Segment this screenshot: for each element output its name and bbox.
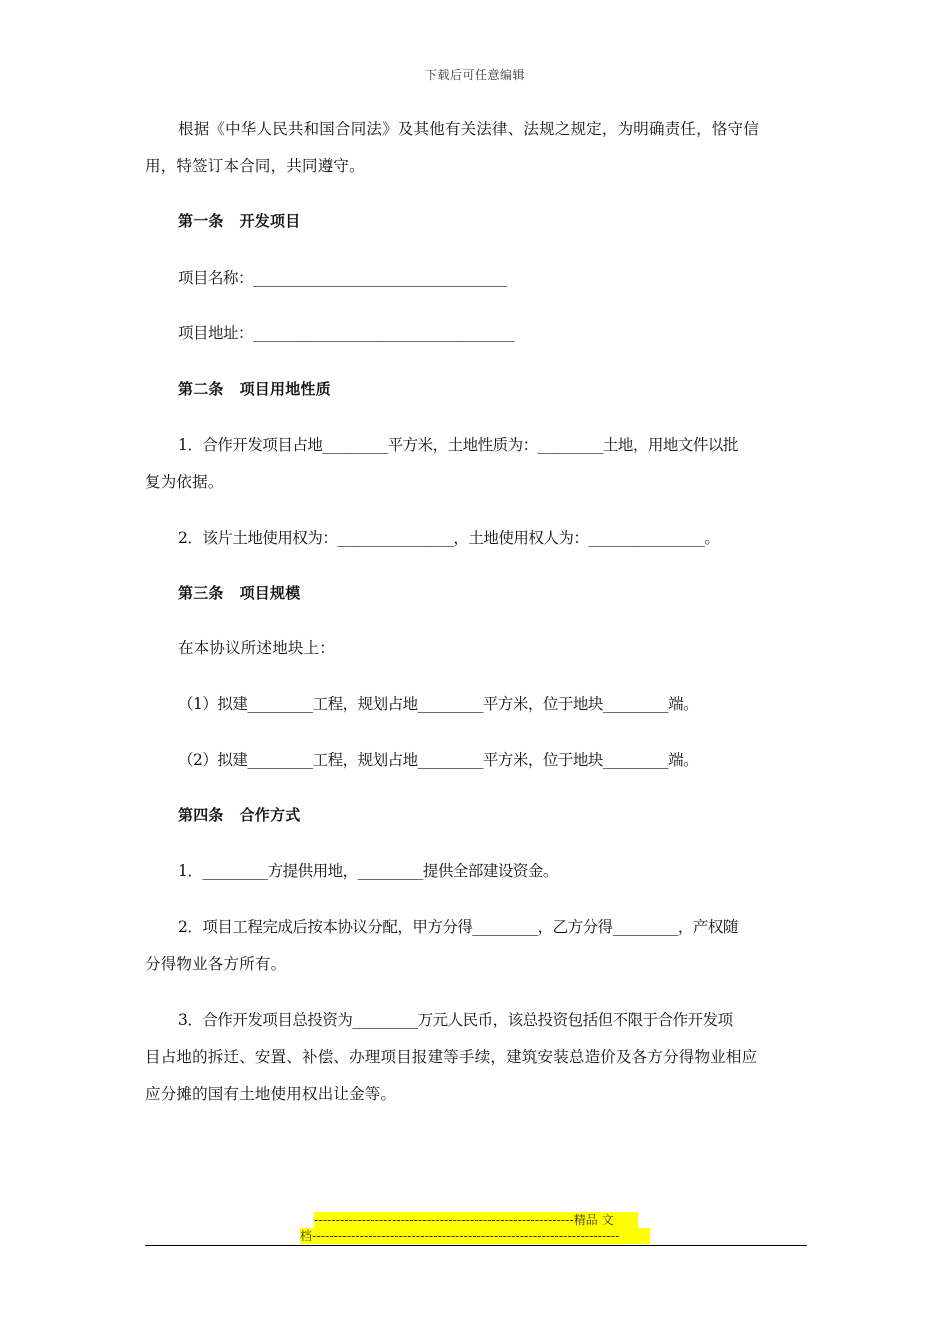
clause-4-2-line-2: 分得物业各方所有。 — [145, 955, 287, 973]
section-number: 第三条 — [178, 584, 224, 602]
clause-4-2-line-1: 2．项目工程完成后按本协议分配，甲方分得_________，乙方分得_________，产权随 — [178, 918, 738, 936]
section-heading-1 — [178, 211, 848, 231]
section-title: 项目用地性质 — [239, 380, 331, 398]
project-name-field: 项目名称：___________________________________ — [178, 269, 507, 287]
section-heading-4 — [178, 805, 848, 825]
section-title: 开发项目 — [239, 212, 301, 230]
page-footer — [300, 1212, 650, 1244]
section-number: 第二条 — [178, 380, 224, 398]
clause-4-3-line-3: 应分摊的国有土地使用权出让金等。 — [145, 1085, 397, 1103]
clause-4-3-line-1: 3．合作开发项目总投资为_________万元人民币，该总投资包括但不限于合作开发项 — [178, 1011, 733, 1029]
preamble-line-2: 用，特签订本合同，共同遵守。 — [145, 157, 365, 175]
clause-2-2: 2．该片土地使用权为：________________，土地使用权人为：________________。 — [178, 529, 720, 547]
clause-2-1-line-1: 1．合作开发项目占地_________平方米，土地性质为：_________土地，用地文件以批 — [178, 436, 738, 454]
clause-3-item-1: （1）拟建_________工程，规划占地_________平方米，位于地块_________端。 — [178, 695, 699, 713]
section-heading-3 — [178, 583, 848, 603]
clause-3-intro: 在本协议所述地块上： — [178, 639, 336, 657]
footer-line-2: 档----------------------------------------------------------------------- — [300, 1228, 650, 1244]
section-number: 第一条 — [178, 212, 224, 230]
page-header: 下载后可任意编辑 — [424, 68, 525, 82]
footer-line-1: ------------------------------------------------------------精品 文 — [314, 1212, 638, 1228]
clause-3-item-2: （2）拟建_________工程，规划占地_________平方米，位于地块_________端。 — [178, 751, 699, 769]
clause-4-1: 1．_________方提供用地，_________提供全部建设资金。 — [178, 862, 558, 880]
section-title: 合作方式 — [239, 806, 301, 824]
clause-2-1-line-2: 复为依据。 — [145, 473, 224, 491]
section-number: 第四条 — [178, 806, 224, 824]
clause-4-3-line-2: 目占地的拆迁、安置、补偿、办理项目报建等手续，建筑安装总造价及各方分得物业相应 — [145, 1048, 758, 1066]
footer-divider — [145, 1245, 807, 1246]
section-title: 项目规模 — [239, 584, 301, 602]
section-heading-2 — [178, 379, 848, 399]
preamble-line-1: 根据《中华人民共和国合同法》及其他有关法律、法规之规定，为明确责任，恪守信 — [178, 120, 759, 138]
project-address-field: 项目地址：____________________________________ — [178, 324, 515, 342]
